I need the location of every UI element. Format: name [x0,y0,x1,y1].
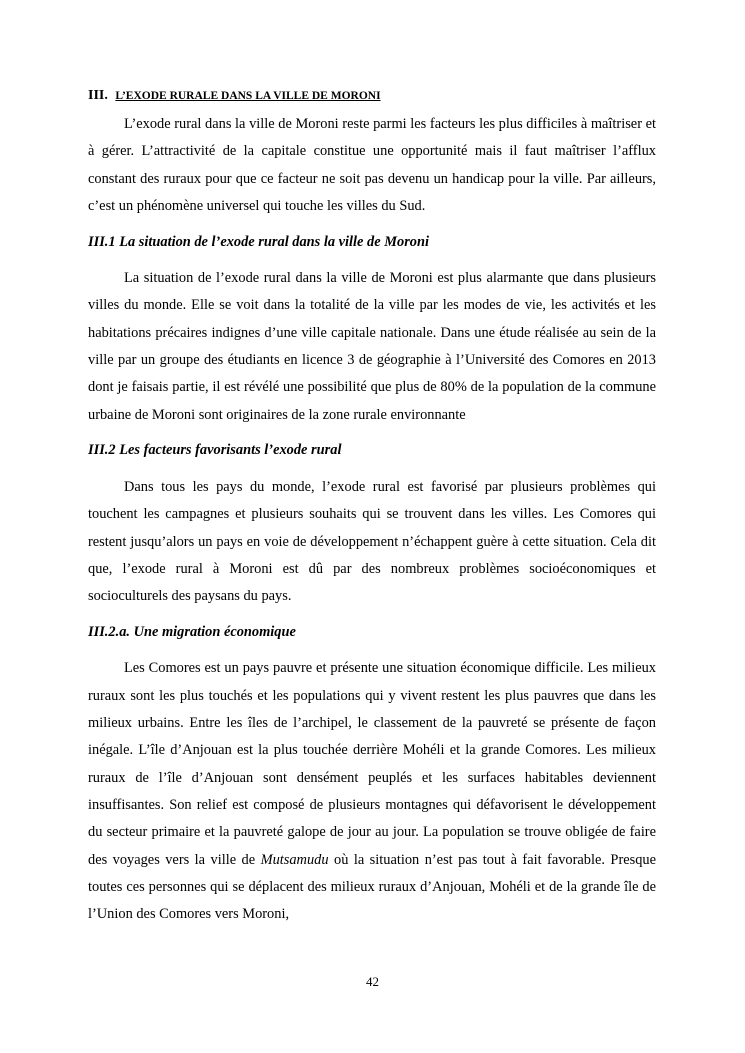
section-heading [88,86,656,106]
subsection-2a-paragraph [88,655,656,928]
subsection-heading-2a: III.2.a. Une migration économique [88,624,296,641]
page-number: 42 [366,974,379,989]
document-page [88,86,656,928]
subsection-2-paragraph: Dans tous les pays du monde, l’exode rural est favorisé par plusieurs problèmes qui touchent les campagnes et plusieurs souhaits qui se trouvent dans les villes. Les Comores qui restent jusqu’alors un pays en voie de développement n’échappent guère à cette situation. Cela dit que, l’exode rural à Moroni est dû par des nombreux problèmes socioéconomiques et socioculturels des paysans du pays. [88,478,656,605]
paragraph-text-part: Les Comores est un pays pauvre et présente une situation économique difficile. Les milieux ruraux sont les plus touchés et les populations qui y vivent restent les plus pauvres que dans les milieux urbains. Entre les îles de l’archipel, le classement de la pauvreté se présente de façon inégale. L’île d’Anjouan est la plus touchée derrière Mohéli et la grande Comores. Les milieux ruraux de l’île d’Anjouan sont densément peuplés et les surfaces habitables deviennent insuffisantes. Son relief est composé de plusieurs montagnes qui défavorisent le développement du secteur primaire et la pauvreté galope de jour au jour. La population se trouve obligée de faire des voyages vers la ville de [88,660,656,868]
intro-paragraph: L’exode rural dans la ville de Moroni reste parmi les facteurs les plus difficiles à maîtriser et à gérer. L’attractivité de la capitale constitue une opportunité mais il faut maîtriser l’afflux constant des ruraux pour que ce facteur ne soit pas devenu un handicap pour la ville. Par ailleurs, c’est un phénomène universel qui touche les villes du Sud. [88,116,656,214]
section-number: III. [88,88,108,103]
subsection-heading-2: III.2 Les facteurs favorisants l’exode rural [88,441,342,458]
section-title: L’EXODE RURALE DANS LA VILLE DE MORONI [115,90,381,102]
paragraph-text-part: où la situation n’est pas tout à fait favorable. Presque toutes ces personnes qui se déplacent des milieux ruraux d’Anjouan, Mohéli et de la grande île de l’Union des Comores vers Moroni, [88,851,656,923]
place-name-italic: Mutsamudu [260,851,329,868]
subsection-1-paragraph: La situation de l’exode rural dans la ville de Moroni est plus alarmante que dans plusieurs villes du monde. Elle se voit dans la totalité de la ville par les modes de vie, les activités et les habitations précaires indignes d’une ville capitale nationale. Dans une étude réalisée au sein de la ville par un groupe des étudiants en licence 3 de géographie à l’Université des Comores en 2013 dont je faisais partie, il est révélé une possibilité que plus de 80% de la population de la commune urbaine de Moroni sont originaires de la zone rurale environnante [88,270,656,423]
subsection-heading-1: III.1 La situation de l’exode rural dans la ville de Moroni [88,234,430,251]
